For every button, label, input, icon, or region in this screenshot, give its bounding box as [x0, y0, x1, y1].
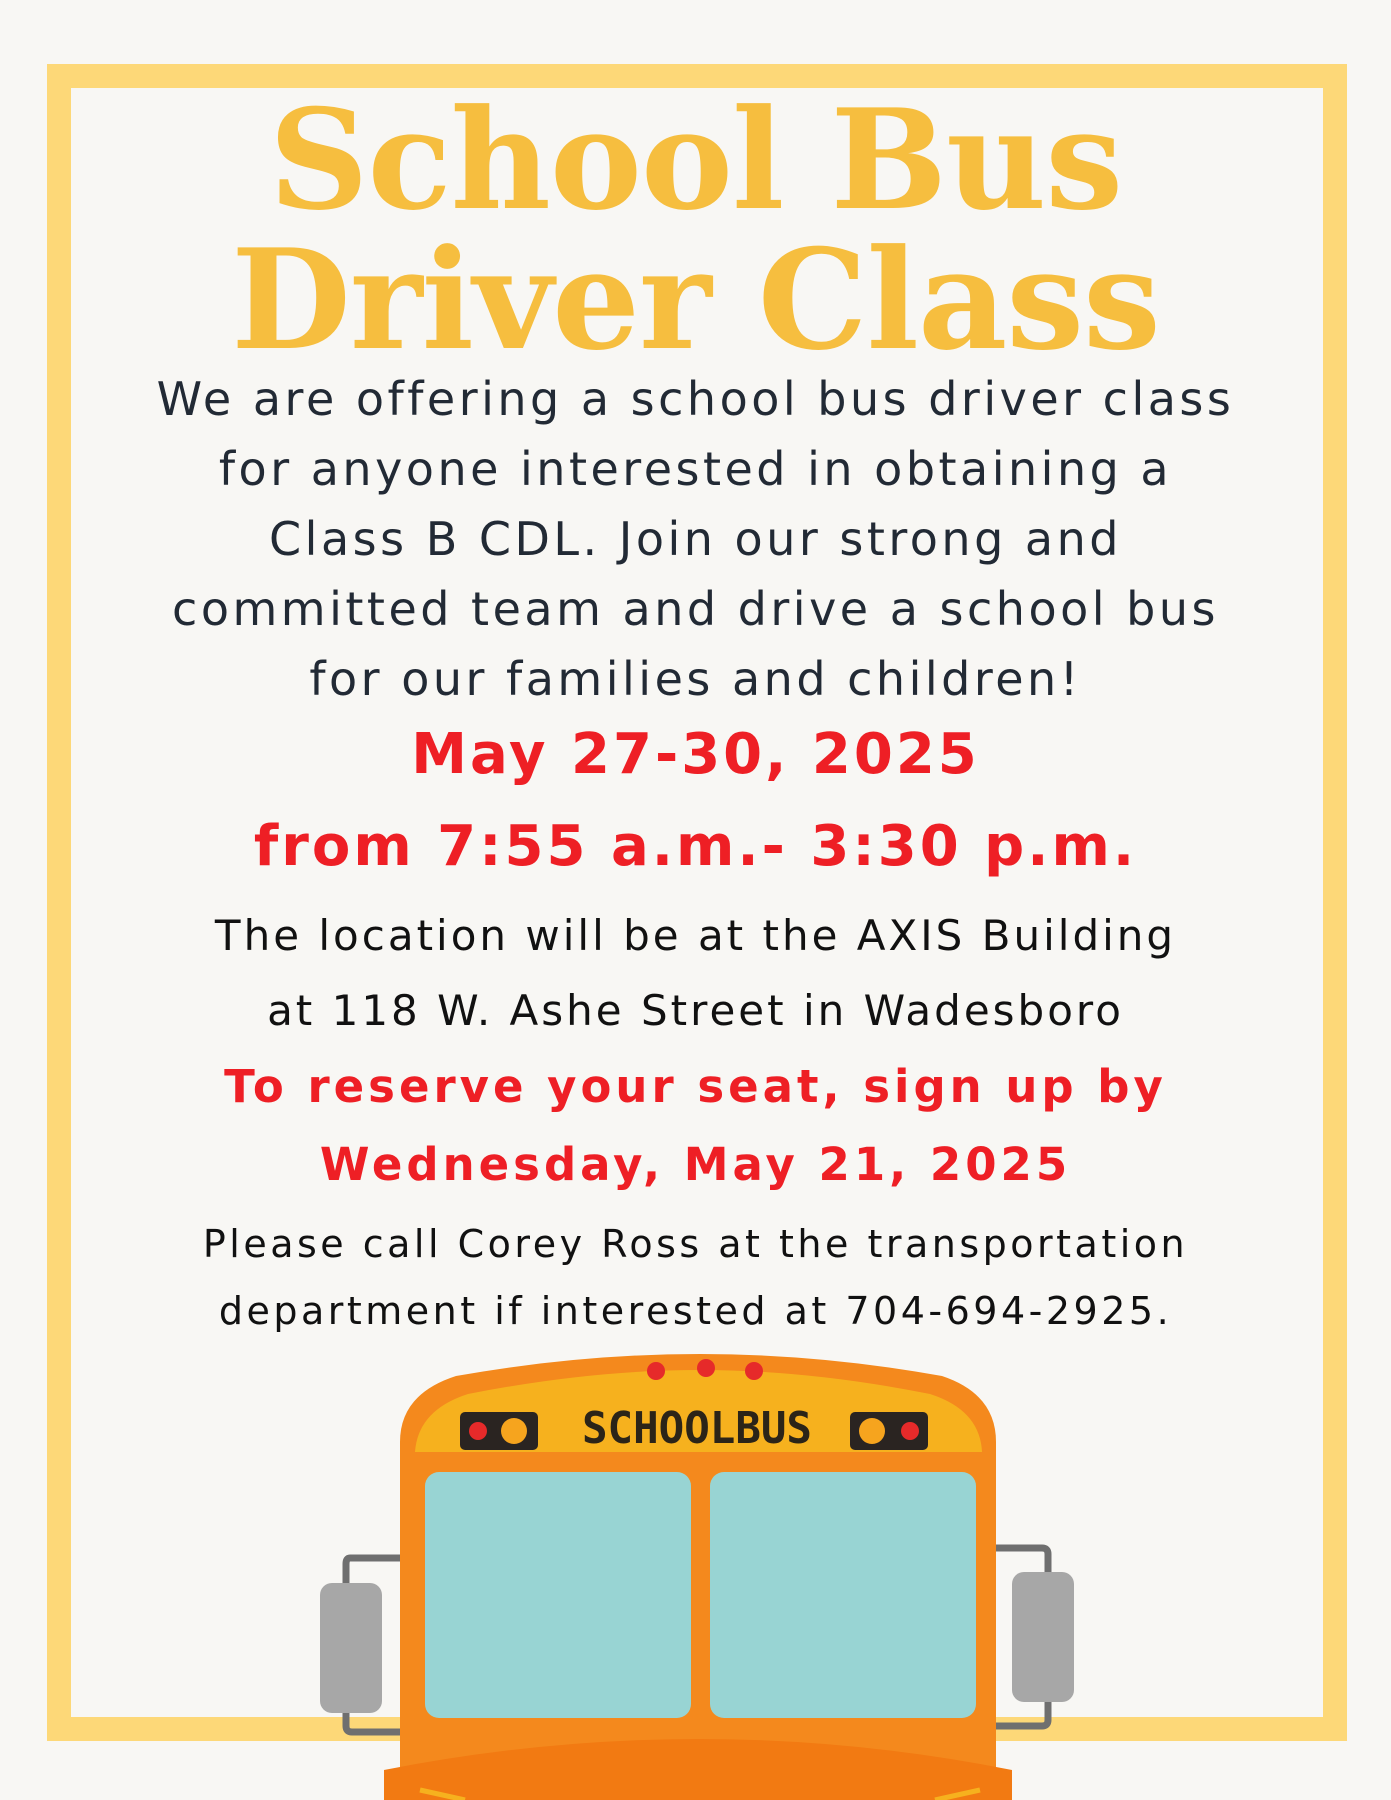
class-dates: May 27-30, 2025: [411, 722, 980, 787]
location-line: at 118 W. Ashe Street in Wadesboro: [267, 986, 1124, 1035]
location-info: [0, 898, 1391, 1048]
intro-line: Class B CDL. Join our strong and: [269, 512, 1122, 566]
signup-deadline: [0, 1048, 1391, 1204]
deadline-line: To reserve your seat, sign up by: [224, 1060, 1167, 1113]
contact-line: Please call Corey Ross at the transportation: [202, 1222, 1189, 1266]
deadline-line: Wednesday, May 21, 2025: [319, 1138, 1072, 1191]
intro-line: for our families and children!: [309, 652, 1082, 706]
contact-info: [0, 1211, 1391, 1345]
class-time: from 7:55 a.m.- 3:30 p.m.: [253, 814, 1138, 879]
school-bus-icon: [300, 1340, 1100, 1800]
intro-line: We are offering a school bus driver class: [156, 372, 1235, 426]
left-windshield: [425, 1472, 691, 1718]
bus-sign-text: SCHOOLBUS: [582, 1403, 812, 1454]
right-warning-lights: [850, 1412, 928, 1450]
left-warning-lights: [460, 1412, 538, 1450]
title-line-2: Driver Class: [231, 218, 1160, 381]
title-line-1: School Bus: [268, 78, 1123, 241]
intro-line: committed team and drive a school bus: [172, 582, 1219, 636]
right-windshield: [710, 1472, 976, 1718]
intro-line: for anyone interested in obtaining a: [218, 442, 1173, 496]
left-mirror: [320, 1558, 400, 1732]
right-mirror: [995, 1548, 1074, 1726]
intro-paragraph: [65, 364, 1326, 714]
contact-line: department if interested at 704-694-2925.: [218, 1289, 1173, 1333]
location-line: The location will be at the AXIS Building: [214, 911, 1177, 960]
